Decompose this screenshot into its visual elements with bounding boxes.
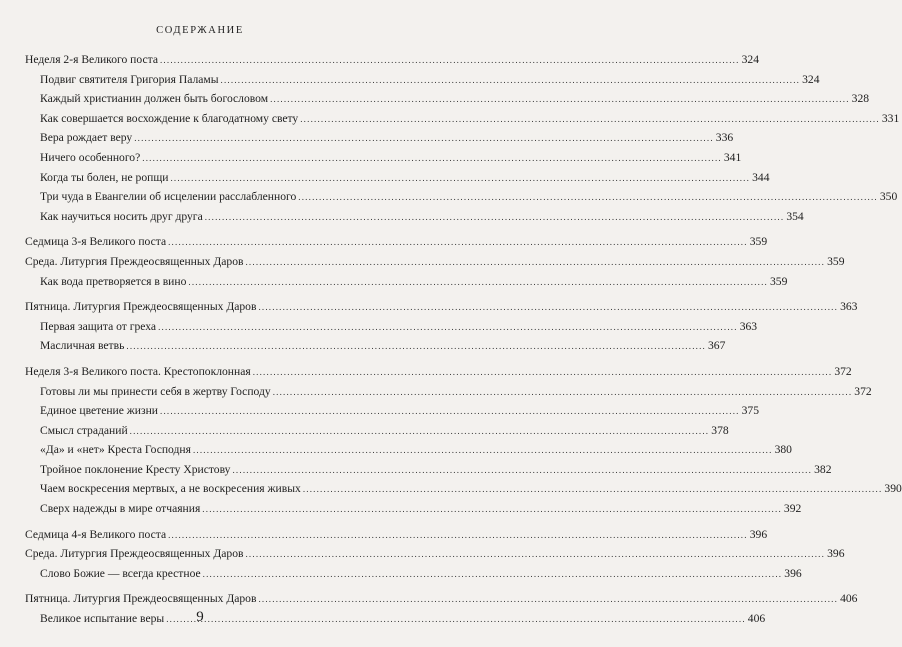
- dot-leader: [298, 188, 878, 208]
- toc-page-number: 396: [749, 527, 768, 541]
- toc-entry-title: Три чуда в Евангелии об исцелении расслабленного: [40, 190, 297, 204]
- toc-section-title: Пятница. Литургия Преждеосвященных Даров: [25, 592, 257, 606]
- toc-page-number: 375: [741, 404, 759, 418]
- toc-page-number: 378: [711, 423, 729, 437]
- toc-entry: [25, 128, 734, 148]
- toc-section-title: Неделя 3-я Великого поста. Крестопоклонная: [25, 364, 251, 378]
- toc-section-heading: [25, 525, 768, 545]
- toc-entry-title: Масличная ветвь: [40, 339, 125, 353]
- toc-page-number: 324: [741, 53, 759, 66]
- dot-leader: [160, 51, 740, 71]
- toc-entry: [25, 317, 758, 337]
- toc-entry: [25, 499, 802, 519]
- toc-entry: [25, 401, 759, 421]
- toc-section-title: Среда. Литургия Преждеосвященных Даров: [25, 547, 244, 561]
- dot-leader: [130, 422, 710, 442]
- dot-leader: [232, 461, 812, 481]
- toc-entry: [25, 168, 770, 188]
- toc-entry: [25, 382, 872, 402]
- dot-leader: [188, 273, 768, 293]
- toc-entry: [25, 440, 792, 460]
- toc-entry: [25, 460, 832, 480]
- toc-page-number: 396: [827, 547, 845, 561]
- toc-section-title: Седмица 3-я Великого поста: [25, 235, 167, 249]
- toc-entry-title: Готовы ли мы принести себя в жертву Господу: [40, 384, 271, 398]
- toc-entry-title: Как совершается восхождение к благодатному свету: [40, 111, 299, 125]
- toc-section-title: Седмица 4-я Великого поста: [25, 527, 167, 541]
- toc-entry: [25, 336, 726, 356]
- toc-section-heading: [25, 50, 759, 70]
- toc-page-number: 390: [884, 482, 902, 496]
- toc-page-number: 354: [786, 209, 804, 223]
- dot-leader: [258, 298, 838, 318]
- toc-page-number: 363: [739, 319, 758, 333]
- toc-entry-title: Ничего особенного?: [40, 150, 141, 164]
- toc-entry-title: Первая защита от греха: [40, 319, 157, 333]
- toc-section-heading: [25, 589, 858, 609]
- toc-page-number: 382: [814, 462, 832, 476]
- toc-entry-title: Слово Божие — всегда крестное: [40, 566, 201, 580]
- dot-leader: [170, 169, 750, 189]
- toc-page-number: 406: [840, 592, 858, 606]
- toc-entry-title: Чаем воскресения мертвых, а не воскресения живых: [40, 482, 301, 496]
- toc-entry: [25, 479, 902, 499]
- toc-page-number: 372: [834, 364, 852, 378]
- page-number: 9: [196, 609, 204, 625]
- dot-leader: [134, 129, 714, 149]
- toc-entry: [25, 89, 870, 109]
- dot-leader: [142, 149, 722, 169]
- toc-page-number: 359: [770, 274, 788, 288]
- toc-section-heading: [25, 252, 845, 272]
- toc-section-heading: [25, 297, 858, 317]
- dot-leader: [253, 363, 833, 383]
- toc-entry: [25, 148, 742, 168]
- toc-entry-title: Как вода претворяется в вино: [40, 274, 187, 288]
- toc-entry-title: Каждый христианин должен быть богословом: [40, 92, 269, 106]
- toc-entry-title: Единое цветение жизни: [40, 404, 158, 418]
- toc-page-number: 331: [881, 111, 900, 125]
- toc-page-number: 324: [802, 72, 820, 86]
- toc-entry: [25, 272, 788, 292]
- dot-leader: [221, 71, 801, 91]
- dot-leader: [270, 90, 850, 110]
- toc-entry-title: Подвиг святителя Григория Паламы: [40, 72, 219, 86]
- dot-leader: [205, 208, 785, 228]
- toc-page-number: 344: [752, 170, 770, 184]
- toc-entry: [25, 70, 820, 90]
- toc-section-title: Неделя 2-я Великого поста: [25, 53, 158, 66]
- toc-page-number: 341: [723, 150, 742, 164]
- dot-leader: [126, 337, 706, 357]
- dot-leader: [193, 441, 773, 461]
- toc-entry-title: Смысл страданий: [40, 423, 128, 437]
- toc-page-number: 359: [749, 235, 768, 249]
- toc-page-number: 372: [854, 384, 872, 398]
- toc-page-number: 367: [708, 339, 726, 353]
- dot-leader: [245, 545, 825, 565]
- toc-entry-title: Когда ты болен, не ропщи: [40, 170, 169, 184]
- table-of-contents: [25, 50, 902, 629]
- toc-entry-title: Вера рождает веру: [40, 131, 133, 145]
- toc-page-number: 406: [747, 612, 766, 626]
- dot-leader: [158, 318, 738, 338]
- toc-entry-title: Тройное поклонение Кресту Христову: [40, 462, 231, 476]
- toc-page-number: 359: [827, 254, 845, 268]
- toc-entry-title: Сверх надежды в мире отчаяния: [40, 502, 201, 516]
- toc-entry: [25, 564, 802, 584]
- dot-leader: [160, 402, 740, 422]
- dot-leader: [300, 110, 880, 130]
- toc-section-heading: [25, 362, 852, 382]
- toc-page-number: 328: [851, 92, 870, 106]
- toc-page-number: 380: [774, 443, 792, 457]
- toc-section-title: Среда. Литургия Преждеосвященных Даров: [25, 254, 244, 268]
- toc-entry: [25, 421, 729, 441]
- dot-leader: [168, 233, 748, 253]
- toc-entry: [25, 109, 900, 129]
- dot-leader: [303, 480, 883, 500]
- toc-page-number: 350: [879, 190, 898, 204]
- dot-leader: [245, 253, 825, 273]
- toc-entry: [25, 187, 898, 207]
- toc-page-number: 336: [715, 131, 734, 145]
- toc-entry: [25, 207, 804, 227]
- dot-leader: [202, 500, 782, 520]
- dot-leader: [203, 565, 783, 585]
- toc-page-number: 396: [784, 566, 802, 580]
- dot-leader: [273, 383, 853, 403]
- dot-leader: [258, 590, 838, 610]
- toc-section-heading: [25, 232, 768, 252]
- toc-entry-title: Великое испытание веры: [40, 612, 165, 626]
- toc-section-title: Пятница. Литургия Преждеосвященных Даров: [25, 300, 257, 314]
- toc-entry-title: Как научиться носить друг друга: [40, 209, 203, 223]
- toc-entry-title: «Да» и «нет» Креста Господня: [40, 443, 191, 457]
- toc-page-number: 363: [840, 300, 858, 314]
- toc-page-number: 392: [783, 502, 802, 516]
- dot-leader: [168, 526, 748, 546]
- running-head: СОДЕРЖАНИЕ: [156, 25, 244, 36]
- toc-section-heading: [25, 544, 845, 564]
